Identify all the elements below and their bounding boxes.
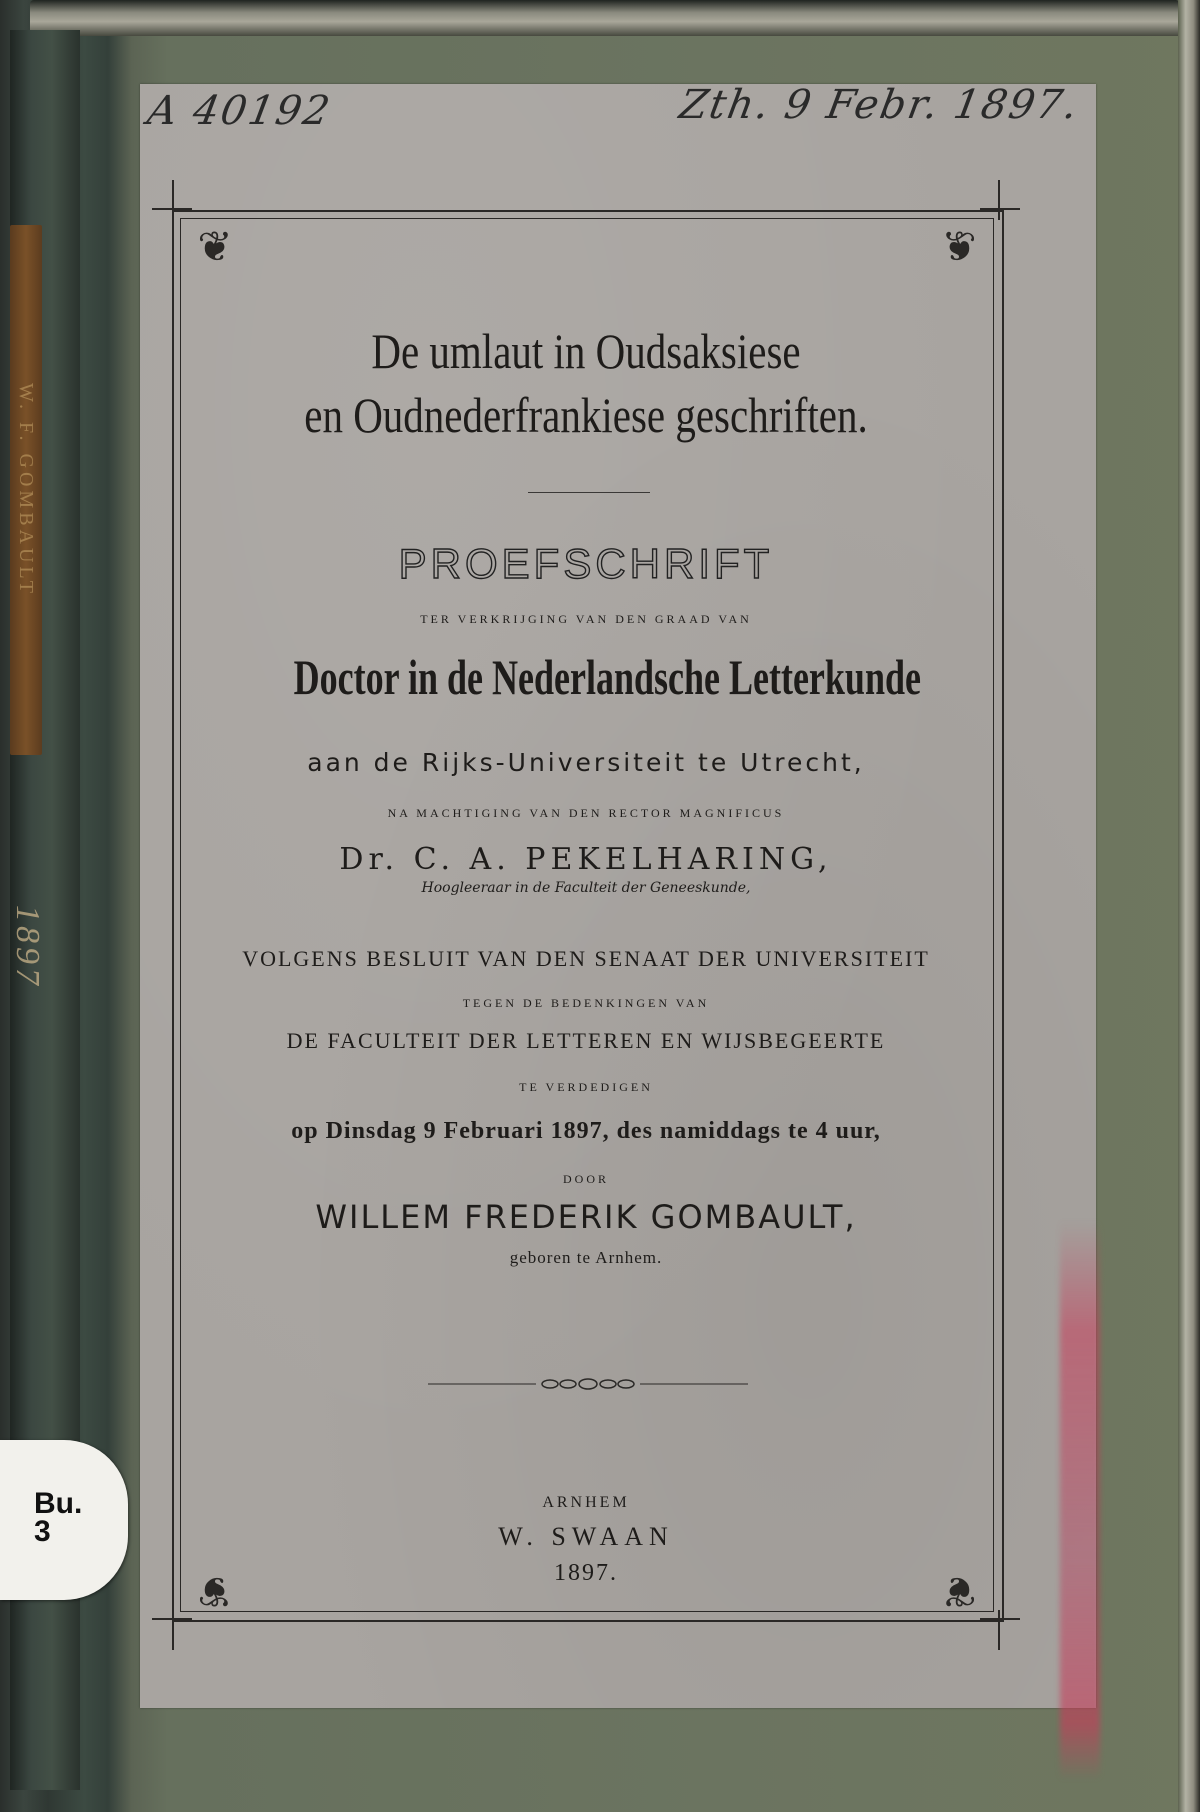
author-name: WILLEM FREDERIK GOMBAULT, [315,1198,857,1236]
spine-author-text: W. F. GOMBAULT [15,382,37,598]
title-line-2: en Oudnederfrankiese geschriften. [304,387,868,443]
library-sticker-code: Bu.3 [34,1487,83,1548]
door-line: DOOR [562,1172,609,1186]
handwritten-shelf-mark: A 40192 [143,88,335,134]
degree-title: Doctor in de Nederlandsche Letterkunde [293,649,921,705]
handwritten-received-note: Zth. 9 Febr. 1897. [675,82,1083,128]
proefschrift-heading: PROEFSCHRIFT [398,540,774,587]
frame-tick [980,208,1020,210]
frame-tick [152,208,192,210]
machtiging-line: NA MACHTIGING VAN DEN RECTOR MAGNIFICUS [387,806,785,820]
rector-title: Hoogleeraar in de Faculteit der Geneeskunde, [421,880,751,896]
publisher-name: W. SWAAN [498,1522,674,1551]
faculty-line: DE FACULTEIT DER LETTEREN EN WIJSBEGEERTE [286,1028,886,1053]
degree-intro: TER VERKRIJGING VAN DEN GRAAD VAN [420,612,752,626]
book-top-edge [30,0,1180,36]
objections-line: TEGEN DE BEDENKINGEN VAN [462,996,710,1010]
publication-year: 1897. [554,1560,618,1586]
frame-tick [980,1618,1020,1620]
title-line-1: De umlaut in Oudsaksiese [371,323,801,379]
spine-year-text: 1897 [9,905,46,989]
corner-ornament-icon: ❦ [197,1567,233,1616]
frame-tick [172,180,174,220]
pink-stain [1060,1220,1100,1780]
author-birthplace: geboren te Arnhem. [509,1248,663,1267]
frame-tick [152,1618,192,1620]
book-page-edge [1178,0,1200,1812]
university-line: aan de Rijks-Universiteit te Utrecht, [307,748,865,777]
corner-ornament-icon: ❦ [941,222,977,271]
corner-ornament-icon: ❦ [197,222,233,271]
corner-ornament-icon: ❦ [941,1567,977,1616]
defense-date: op Dinsdag 9 Februari 1897, des namiddags te 4 uur, [291,1118,881,1144]
frame-tick [172,1610,174,1650]
divider-rule [528,492,650,493]
frame-tick [998,180,1000,220]
ornamental-divider-icon [428,1378,748,1390]
frame-tick [998,1610,1000,1650]
defend-line: TE VERDEDIGEN [519,1080,653,1094]
publication-place: ARNHEM [542,1494,630,1511]
rector-name: Dr. C. A. PEKELHARING, [339,842,833,877]
senate-decision-line: VOLGENS BESLUIT VAN DEN SENAAT DER UNIVERSITEIT [242,946,930,971]
